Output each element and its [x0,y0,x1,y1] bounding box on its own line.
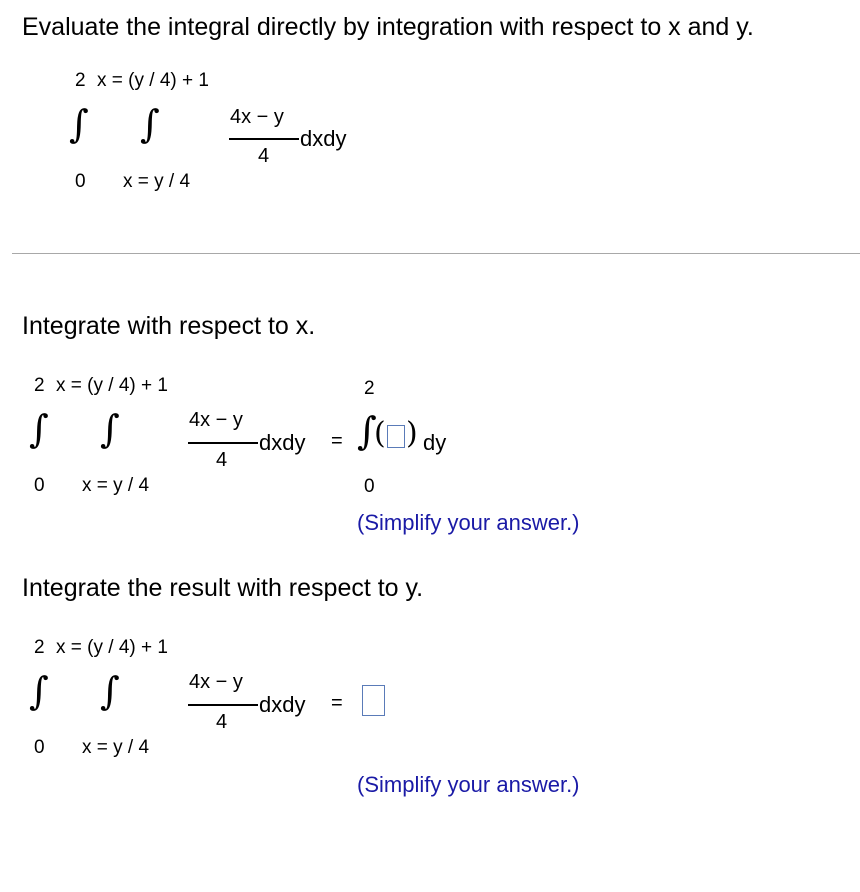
integrand-numerator: 4x − y [189,671,243,693]
inner-upper-limit: x = (y / 4) + 1 [56,375,168,396]
rhs-differential: dy [423,430,447,455]
inner-upper-limit: x = (y / 4) + 1 [56,637,168,658]
step1-answer-input[interactable] [387,425,405,448]
close-paren: ) [406,416,418,451]
integrand-differential: dxdy [259,430,306,455]
rhs-integral-sign: ∫ [357,409,377,453]
inner-upper-limit: x = (y / 4) + 1 [97,70,209,91]
step2-answer-input[interactable] [362,685,385,716]
open-paren: ( [374,416,386,451]
rhs-lower-limit: 0 [364,476,375,497]
outer-integral-sign: ∫ [29,669,49,713]
integrand-numerator: 4x − y [230,106,284,128]
outer-upper-limit: 2 [34,375,45,396]
outer-lower-limit: 0 [34,475,45,496]
outer-lower-limit: 0 [75,171,86,192]
outer-integral-sign: ∫ [29,407,49,451]
equals-sign: = [331,692,343,714]
fraction-bar [229,138,299,140]
step2-hint: (Simplify your answer.) [357,772,580,797]
equals-sign: = [331,430,343,452]
inner-lower-limit: x = y / 4 [82,737,150,758]
fraction-bar [188,442,258,444]
question-prompt: Evaluate the integral directly by integration with respect to x and y. [22,13,754,41]
fraction-bar [188,704,258,706]
inner-integral-sign: ∫ [100,407,120,451]
rhs-upper-limit: 2 [364,378,375,399]
integrand-denominator: 4 [216,711,228,733]
section-divider [12,253,860,254]
inner-lower-limit: x = y / 4 [82,475,150,496]
integrand-differential: dxdy [300,126,347,151]
outer-lower-limit: 0 [34,737,45,758]
outer-upper-limit: 2 [75,70,86,91]
integrand-denominator: 4 [258,145,270,167]
integrand-differential: dxdy [259,692,306,717]
inner-integral-sign: ∫ [140,102,160,146]
outer-integral-sign: ∫ [69,102,89,146]
step1-hint: (Simplify your answer.) [357,510,580,535]
step2-instruction: Integrate the result with respect to y. [22,574,424,602]
integrand-denominator: 4 [216,449,228,471]
inner-lower-limit: x = y / 4 [123,171,191,192]
step1-instruction: Integrate with respect to x. [22,312,316,340]
inner-integral-sign: ∫ [100,669,120,713]
integrand-numerator: 4x − y [189,409,243,431]
outer-upper-limit: 2 [34,637,45,658]
